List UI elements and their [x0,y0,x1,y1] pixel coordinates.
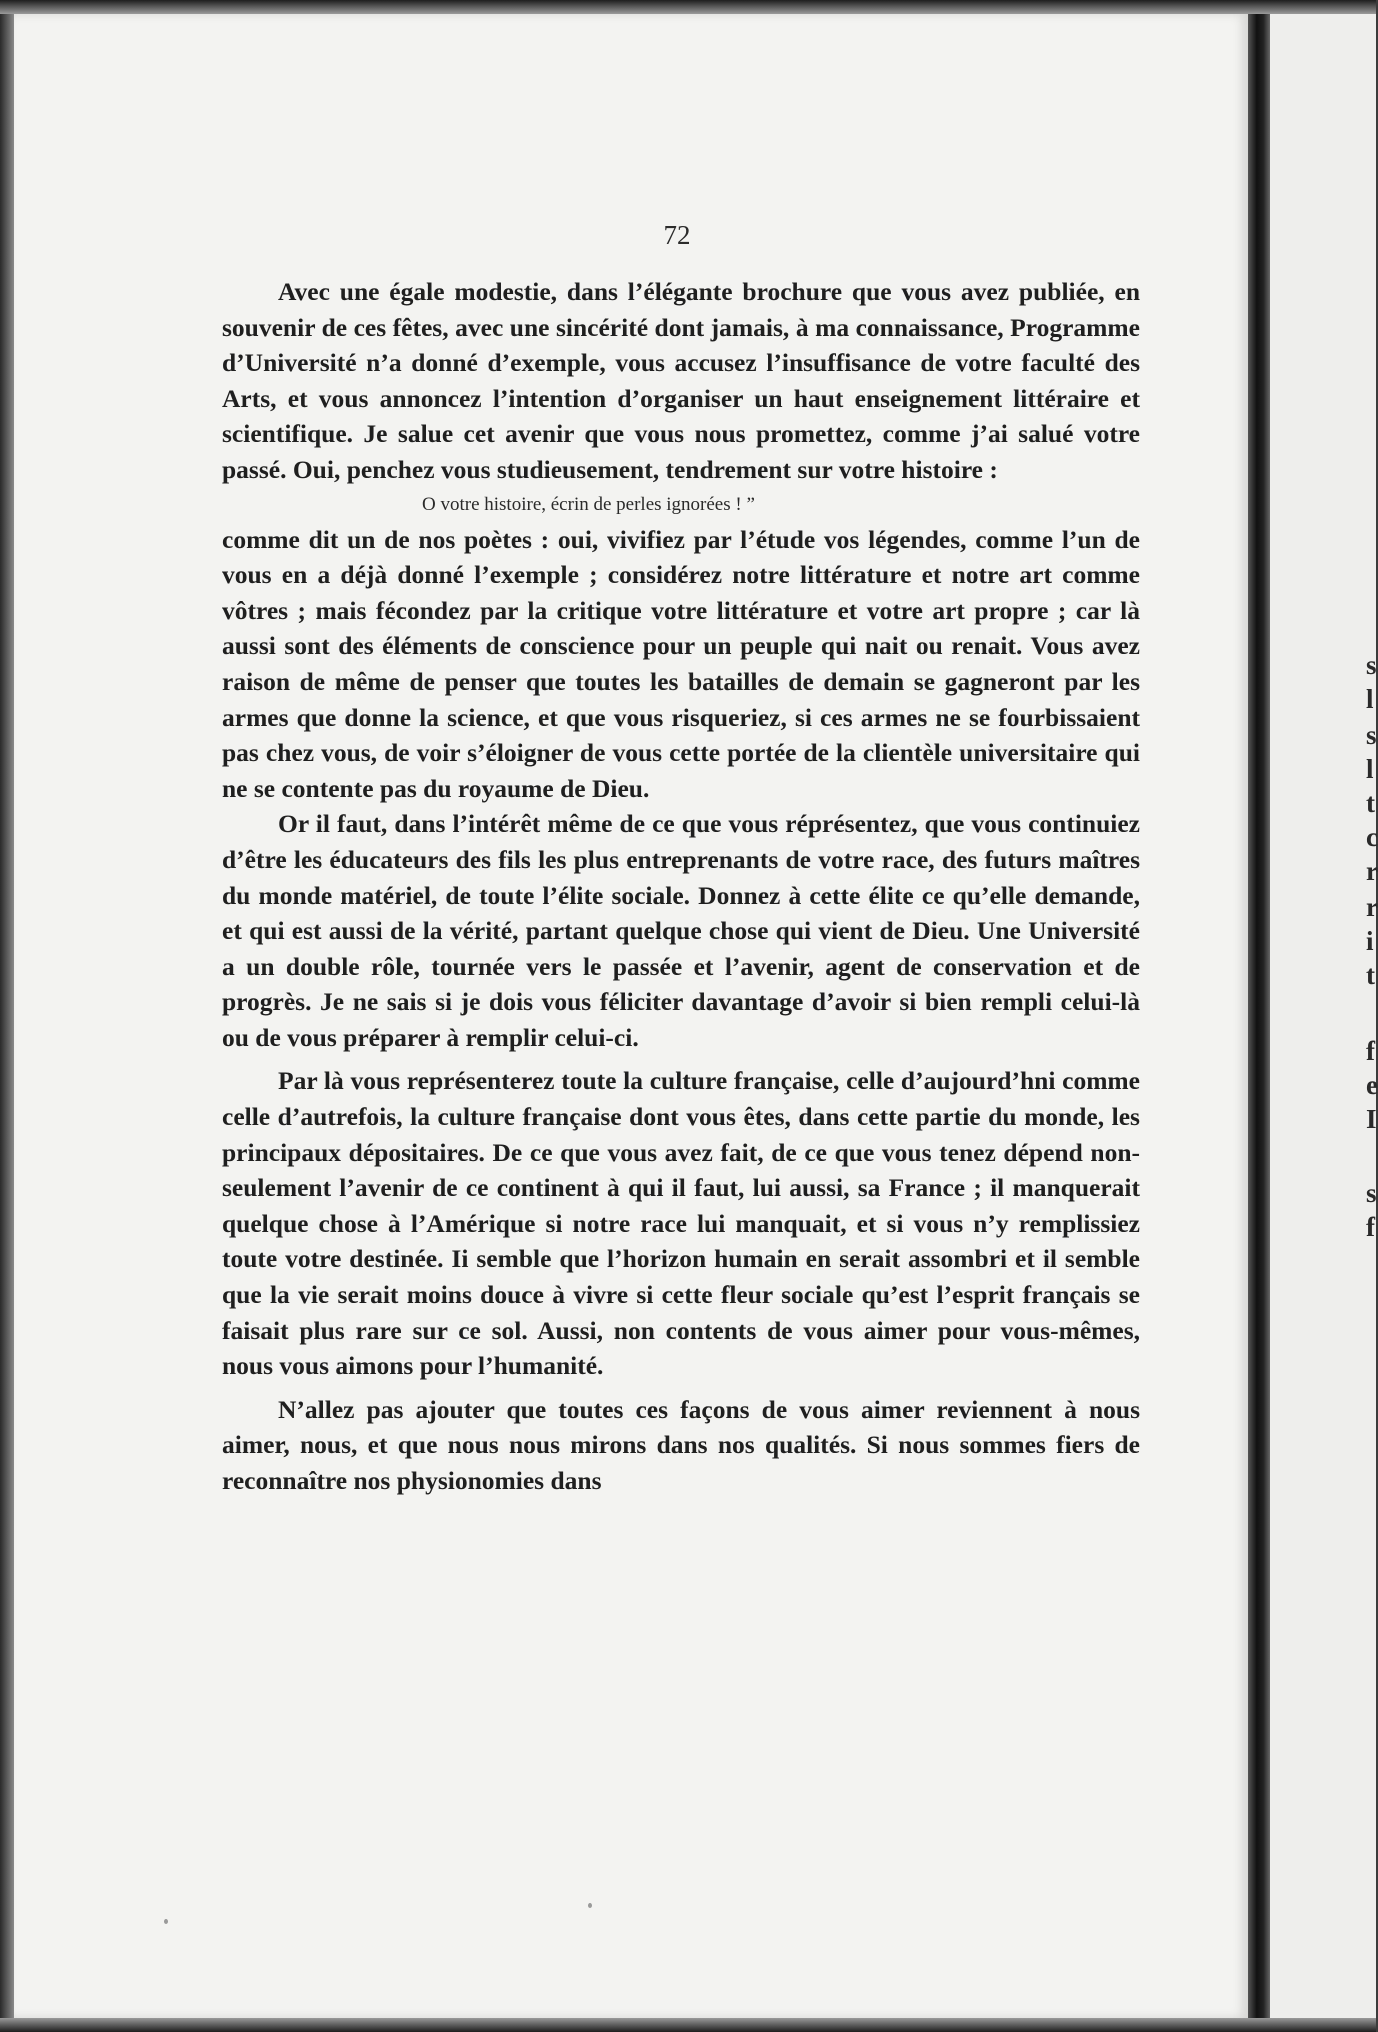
page-number: 72 [663,220,691,250]
facing-page-letter: r [1366,856,1378,886]
facing-page-letter: s [1366,720,1377,750]
facing-page-letter: c [1366,822,1378,852]
paragraph-5: N’allez pas ajouter que toutes ces façons de vous aimer reviennent à nous aimer, nous, et que nous nous mirons dans nos qualités. Si nous sommes fiers de reconnaître nos physionomies dans [222,1394,1140,1495]
scan-top-border [0,0,1376,14]
facing-page-letter: t [1366,788,1375,818]
body-text [222,274,1140,1499]
paragraph-3: Or il faut, dans l’intérêt même de ce que vous réprésentez, que vous continuiez d’être les éducateurs des fils les plus entreprenants de votre race, des futurs maîtres du monde matériel, de toute l’élite sociale. Donnez à cette élite ce qu’elle demande, et qui est aussi de la vérité, partant quelque chose qui vient de Dieu. Une Université a un double rôle, tournée vers le passée et l’avenir, agent de conservation et de progrès. Je ne sais si je dois vous féliciter davantage d’avoir si bien rempli celui-là ou de vous préparer à remplir celui-ci. [222,809,1140,1052]
paper-speck [164,1919,168,1924]
book-page [14,14,1248,2018]
facing-page-letter: i [1366,926,1374,956]
paragraph-2: comme dit un de nos poètes : oui, vivifiez par l’étude vos légendes, comme l’un de vous en a déjà donné l’exemple ; considérez notre littérature et notre art comme vôtres ; mais fécondez par la critique votre littérature et votre art propre ; car là aussi sont des éléments de conscience pour un peuple qui nait ou renait. Vous avez raison de même de penser que toutes les batailles de demain se gagneront par les armes que donne la science, et que vous risqueriez, si ces armes ne se fourbissaient pas chez vous, de voir s’éloigner de vous cette portée de la clientèle universitaire qui ne se contente pas du royaume de Dieu. [222,524,1140,803]
facing-page [1270,14,1376,2018]
facing-page-letter: f [1366,1212,1375,1242]
book-gutter [1248,0,1270,2032]
scan-bottom-border [0,2018,1376,2032]
paragraph-1: Avec une égale modestie, dans l’élégante brochure que vous avez publiée, en souvenir de ces fêtes, avec une sincérité dont jamais, à ma connaissance, Programme d’Université n’a donné d’exemple, vous accusez l’insuffisance de votre faculté des Arts, et vous annoncez l’intention d’organiser un haut enseignement littéraire et scientifique. Je salue cet avenir que vous nous promettez, comme j’ai salué votre passé. Oui, penchez vous studieusement, tendrement sur votre histoire : [222,277,1140,484]
facing-page-letter: t [1366,960,1375,990]
verse-quotation: O votre histoire, écrin de perles ignorées ! ” [422,493,755,515]
facing-page-letter: I [1366,1104,1377,1134]
paragraph-4: Par là vous représenterez toute la culture française, celle d’aujourd’hni comme celle d’autrefois, la culture française dont vous êtes, dans cette partie du monde, les principaux dépositaires. De ce que vous avez fait, de ce que vous tenez dépend non-seulement l’avenir de ce continent à qui il faut, lui aussi, sa France ; il manquerait quelque chose à l’Amérique si notre race lui manquait, et si vous n’y remplissiez toute votre destinée. Ii semble que l’horizon humain en serait assombri et il semble que la vie serait moins douce à vivre si cette fleur sociale qu’est l’esprit français se faisait plus rare sur ce sol. Aussi, non contents de vous aimer pour vous-mêmes, nous vous aimons pour l’humanité. [222,1066,1140,1381]
paper-speck [588,1903,592,1908]
facing-page-letter: l [1366,684,1374,714]
facing-page-letter: e [1366,1070,1378,1100]
facing-page-letter: r [1366,892,1378,922]
facing-page-letter: l [1366,754,1374,784]
facing-page-letter: s [1366,1178,1377,1208]
scan-left-border [0,0,14,2032]
facing-page-letter: f [1366,1036,1375,1066]
facing-page-letter: s [1366,650,1377,680]
